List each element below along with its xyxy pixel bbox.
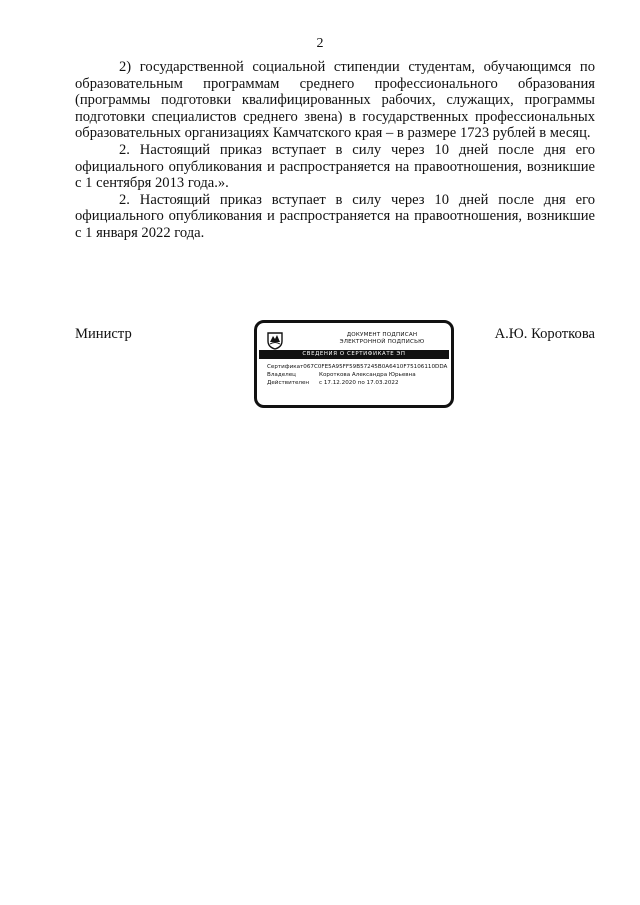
owner-value: Короткова Александра Юрьевна xyxy=(319,372,416,379)
stamp-details xyxy=(267,363,447,388)
paragraph-effective-2022: 2. Настоящий приказ вступает в силу через 10 дней после дня его официального опубликования и распространяется на правоотношения, возникшие с 1 января 2022 года. xyxy=(75,191,595,241)
paragraph-effective-2013: 2. Настоящий приказ вступает в силу через 10 дней после дня его официального опубликования и распространяется на правоотношения, возникшие с 1 сентября 2013 года.». xyxy=(75,141,595,192)
signer-position: Министр xyxy=(75,326,132,342)
paragraph-stipend: 2) государственной социальной стипендии студентам, обучающимся по образовательным программам среднего профессионального образования (программы подготовки квалифицированных рабочих, служащих, программы подготовки специалистов среднего звена) в государственных профессиональных образовательных организациях Камчатского края – в размере 1723 рублей в месяц. xyxy=(75,59,595,142)
document-body xyxy=(75,59,595,242)
owner-label: Владелец xyxy=(267,372,296,379)
coat-of-arms-icon xyxy=(265,330,285,350)
page-number: 2 xyxy=(316,36,324,51)
certificate-label: Сертификат xyxy=(267,364,304,370)
signature-block xyxy=(75,320,595,410)
validity-label: Действителен xyxy=(267,380,310,387)
stamp-title-line-1: ДОКУМЕНТ ПОДПИСАН xyxy=(346,332,418,338)
certificate-value: 067C0FE5A95FF59B57245B0A6410F75106110DDA xyxy=(303,364,448,370)
validity-value: с 17.12.2020 по 17.03.2022 xyxy=(319,380,399,387)
stamp-row-owner xyxy=(267,371,447,379)
stamp-row-certificate xyxy=(267,363,447,371)
signer-name: А.Ю. Короткова xyxy=(494,326,595,342)
stamp-row-validity xyxy=(267,379,447,387)
stamp-title xyxy=(317,332,447,346)
electronic-signature-stamp xyxy=(254,320,454,408)
stamp-certificate-header: СВЕДЕНИЯ О СЕРТИФИКАТЕ ЭП xyxy=(259,350,449,359)
stamp-title-line-2: ЭЛЕКТРОННОЙ ПОДПИСЬЮ xyxy=(339,339,425,345)
